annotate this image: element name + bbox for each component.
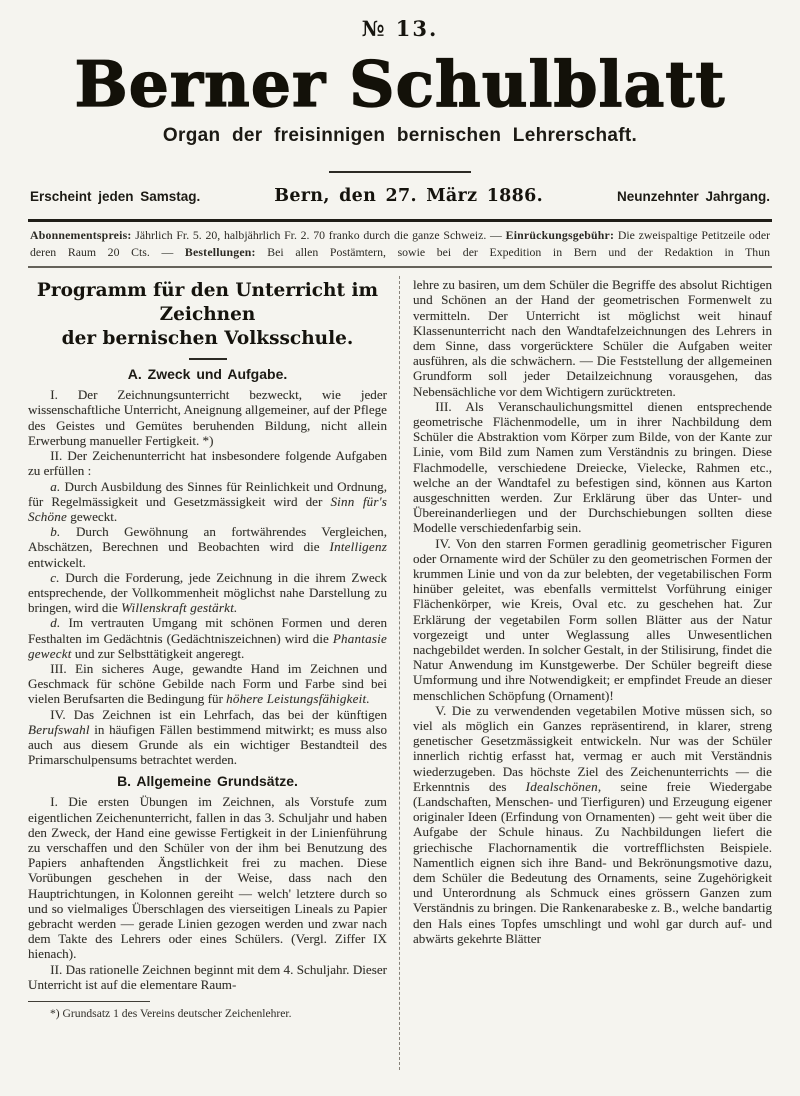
subtitle-divider-rule [329, 171, 471, 173]
text-run: geweckt. [67, 508, 118, 524]
volume-label: Neunzehnter Jahrgang. [616, 189, 770, 205]
paragraph [413, 536, 772, 703]
text-run: , seine freie Wiedergabe (Landschaften, Menschen- und Tierfiguren) und Erzeugung eigener originaler Ideen (Erfindung von Ornamenten) — geht weit über die Aufgabe der Schule hinaus. Zu Nachbildungen liefert die griechische Flachornamentik die vortrefflichsten Beispiele. Namentlich eignen sich ihre Band- und Bekrönungsmotive dazu, dem Schüler die Bedeutung des Ornaments, seine Zugehörigkeit und Unterordnung als Schmuck eines grössern Ganzen zum Verständnis zu bringen. Die Rankenarabeske z. B., welche bandartig den Hals eines Topfes umschlingt und wohl gar durch auf- und abwärts gekehrte Blätter [413, 778, 772, 946]
masthead-title: Berner Schulblatt [74, 47, 726, 121]
bold-run: Bestellungen: [184, 244, 256, 259]
section-heading: A. Zweck und Aufgabe. [127, 366, 288, 383]
publication-schedule: Erscheint jeden Samstag. [30, 189, 201, 205]
text-run: Im vertrauten Umgang mit schönen Formen und deren Festhalten im Gedächtnis (Gedächtniszeichnen) wird die [28, 615, 387, 646]
text-run: entwickelt. [28, 554, 86, 570]
text-run: und zur Selbsttätigkeit angeregt. [71, 645, 245, 661]
issue-number: № 13. [361, 16, 439, 41]
paragraph [28, 794, 387, 961]
text-run: III. Als Veranschaulichungsmittel dienen entsprechende geometrische Flächenmodelle, um in ihrer Nachbildung dem Schüler die Abstraktion vom Körper zum Bilde, von der Kante zur Linie, vom Bild zum Namen zum Verständnis zu bringen. Diese Flachmodelle, verschiedene Dreiecke, Vielecke, Rahmen etc., welche an der Wandtafel zu befestigen sind, können aus Karton ausgeschnitten werden. Zur Erklärung über das Unter- und Übereinanderliegen und der Durchschiebungen sollten diese Modelle verschiedenfarbig sein. [413, 398, 772, 536]
italic-run: d. [50, 615, 61, 631]
paragraph [28, 524, 387, 570]
dateline-date: Bern, den 27. März 1886. [274, 186, 544, 207]
text-run: II. Das rationelle Zeichnen beginnt mit dem 4. Schuljahr. Dieser Unterricht ist auf die elementare Raum- [28, 961, 387, 992]
column-divider-rule [399, 276, 400, 1070]
right-column-body [413, 277, 772, 946]
italic-run: a. [50, 478, 61, 494]
paragraph [28, 387, 387, 448]
text-run: II. Der Zeichenunterricht hat insbesondere folgende Aufgaben zu erfüllen : [28, 448, 387, 479]
paragraph [28, 570, 387, 616]
imprint-line [30, 227, 770, 260]
bold-run: Abonnementspreis: [30, 228, 132, 243]
bold-run: Einrückungsgebühr: [505, 228, 615, 243]
italic-run: b. [50, 524, 61, 540]
left-column-body [28, 366, 387, 992]
italic-run: Sinn für's Schöne [28, 493, 387, 524]
footnote-block [28, 1001, 387, 1021]
italic-run: Idealschönen [525, 778, 598, 794]
paragraph [28, 661, 387, 707]
dateline [0, 186, 800, 206]
italic-run: c. [50, 569, 60, 585]
masthead-subtitle: Organ der freisinnigen bernischen Lehrerschaft. [162, 125, 638, 147]
italic-run: Willenskraft gestärkt. [121, 600, 238, 616]
article-title [28, 279, 387, 351]
section-heading: B. Allgemeine Grundsätze. [117, 773, 298, 790]
paragraph [28, 707, 387, 768]
paragraph [28, 615, 387, 661]
text-run: in häufigen Fällen bestimmend mitwirkt; es muss also auch aus diesem Grunde als ein wichtiger Bestandteil des Primarschulpensums betrachtet werden. [28, 721, 387, 768]
paragraph [28, 479, 387, 525]
paragraph [413, 703, 772, 946]
text-run: Durch die Forderung, jede Zeichnung in die ihrem Zweck entsprechende, der Vollkommenheit möglichst nahe Darstellung zu bringen, wird die [28, 569, 387, 616]
italic-run: Intelligenz [329, 539, 387, 555]
article-columns [0, 268, 800, 1096]
italic-run: Berufswahl [28, 721, 90, 737]
text-run: lehre zu basiren, um dem Schüler die Begriffe des absolut Richtigen und Schönen an der Hand der geometrischen Formenwelt zu vermitteln. Der Unterricht ist möglichst weit hinauf Klassenunterricht nach den Wandtafelzeichnungen des Lehrers in dem Sinne, dass vorgerücktere Schüler die Aufgaben weiter ausführen, als die schwächern. — Die Feststellung der allgemeinen Grundform soll jeder Detailzeichnung vorausgehen, das Nebensächliche vor dem Wichtigern zurücktreten. [413, 277, 772, 399]
text-run: III. Ein sicheres Auge, gewandte Hand im Zeichnen und Geschmack für schöne Gebilde nach Form und Farbe sind bei vielen Berufsarten die Bedingung für [28, 660, 387, 707]
text-run: I. Die ersten Übungen im Zeichnen, als Vorstufe zum eigentlichen Zeichenunterricht, fallen in das 3. Schuljahr und haben den Zweck, der Hand eine gewisse Fertigkeit in der Linienführung zu verschaffen und den Schüler von der ihm bei Benutzung des Papiers anhaftenden Ängstlichkeit frei zu machen. Diese Vorübungen geschehen in der Weise, dass nach den Hauptrichtungen, in Kolonnen gereiht — welch' letztere durch so und so vielmaliges Überschlagen des vierseitigen Lineals zu Papier gebracht werden — gerade Linien gezogen werden und zwar nach dem Takte des Lehrers oder eines Schülers. (Vergl. Ziffer IX hienach). [28, 794, 387, 962]
paragraph [413, 277, 772, 399]
italic-run: höhere Leistungsfähigkeit. [226, 691, 370, 707]
article-title-rule [189, 358, 227, 360]
text-run: IV. Das Zeichnen ist ein Lehrfach, das bei der künftigen [50, 706, 387, 722]
text-run: Die zweispaltige Petitzeile oder deren Raum 20 Cts. — [30, 228, 770, 259]
text-run: IV. Von den starren Formen geradlinig geometrischer Figuren oder Ornamente wird der Schüler zu den geometrischen Formen der krummen Linie und von da zur belebten, der vegetabilischen Form hinüber geleitet, was ebenfalls vermittelst Vorführung einiger Flächenkörper, wie Kreis, Oval etc. zu geschehen hat. Zur Erklärung der vegetabilen Form sollen Blätter aus der Natur vorgezeigt und unter Weglassung alles Unwesentlichen nachgebildet werden. In solcher Gestalt, in der Stilisirung, findet die Natur Anwendung im Kunstgewerbe. Der Schüler begreift diese Umformung und ihre Notwendigkeit; er empfindet Freude an dieser menschlichen Schöpfung (Ornament)! [413, 535, 772, 703]
paragraph [28, 962, 387, 992]
text-run: Jährlich Fr. 5. 20, halbjährlich Fr. 2. 70 franko durch die ganze Schweiz. — [131, 228, 506, 243]
imprint-top-rule [28, 219, 772, 222]
footnote: *) Grundsatz 1 des Vereins deutscher Zeichenlehrer. [50, 1007, 292, 1020]
paragraph [413, 399, 772, 536]
paragraph [28, 448, 387, 478]
article-title-line-2: der bernischen Volksschule. [61, 328, 354, 350]
left-column [28, 277, 387, 1096]
text-run: I. Der Zeichnungsunterricht bezweckt, wie jeder wissenschaftliche Unterricht, Aneignung allgemeiner, auf der Pflege des Geistes und Gemütes beruhenden Bildung, nicht allein Erwerbung manueller Fertigkeit. *) [28, 387, 387, 448]
text-run: Bei allen Postämtern, sowie bei der Expedition in Bern und der Redaktion in Thun [255, 244, 771, 259]
right-column [413, 277, 772, 1096]
footnote-rule [28, 1001, 150, 1002]
text-run: Durch Ausbildung des Sinnes für Reinlichkeit und Ordnung, für Regelmässigkeit und Gesetzmässigkeit wird der [28, 478, 387, 509]
text-run: V. Die zu verwendenden vegetabilen Motive müssen sich, so viel als möglich ein Ganzes repräsentirend, in klarer, streng genetischer Gesetzmässigkeit entwickeln. Nur was der Schüler innerlich richtig erfasst hat, vermag er auch mit Verständnis wiederzugeben. Das höchste Ziel des Zeichenunterrichts — die Erkenntnis des [413, 702, 772, 794]
italic-run: Phantasie geweckt [28, 630, 387, 661]
text-run: Durch Gewöhnung an fortwährendes Vergleichen, Abschätzen, Berechnen und Beobachten wird die [28, 524, 387, 555]
article-title-line-1: Programm für den Unterricht im Zeichnen [36, 280, 379, 326]
